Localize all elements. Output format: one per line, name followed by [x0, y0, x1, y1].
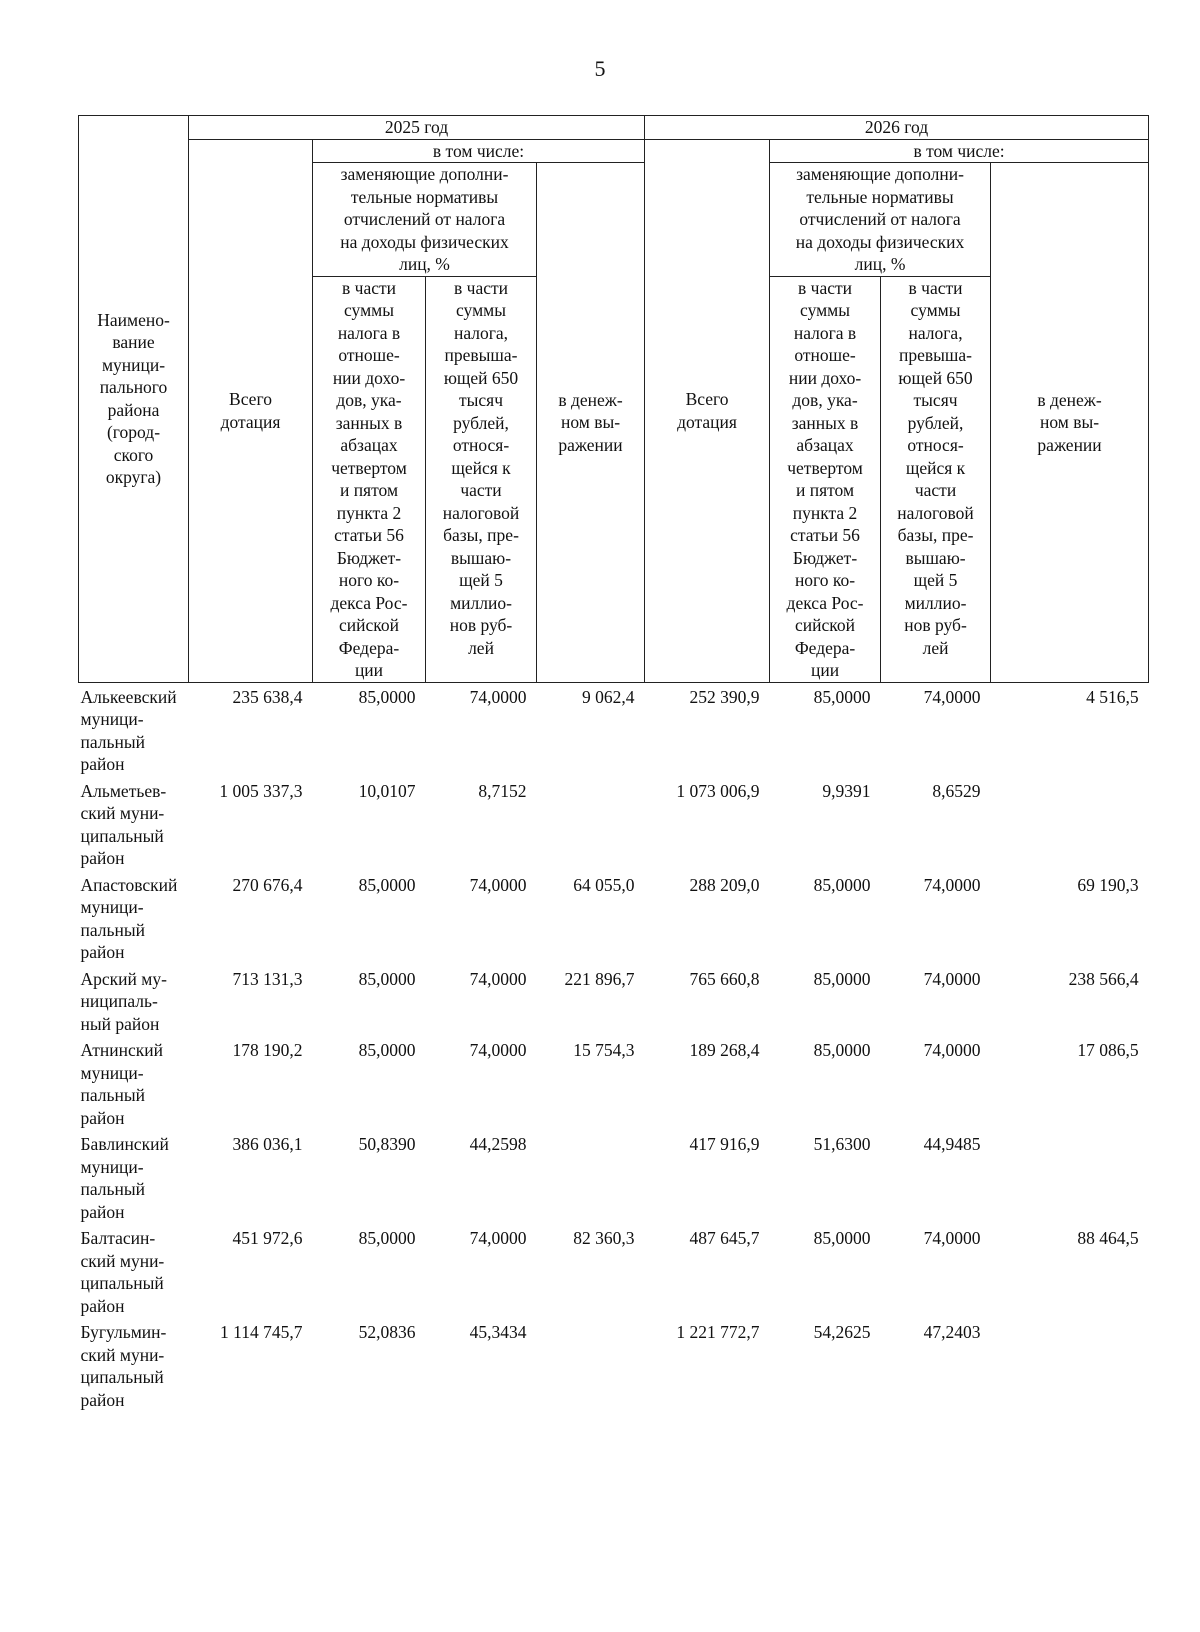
header-total-text: Всего дотация	[677, 389, 737, 432]
cell-monetary-2025: 9 062,4	[582, 686, 635, 707]
header-including-2026: в том числе:	[770, 139, 1149, 163]
municipality-name: Апастовский муници- пальный район	[80, 874, 178, 962]
header-part-b-2025	[426, 276, 537, 682]
cell-total-2026: 487 645,7	[689, 1228, 760, 1248]
cell-total-2025: 235 638,4	[232, 686, 303, 707]
cell-part-a-2026: 85,0000	[813, 874, 871, 895]
cell-part-b-2026: 8,6529	[932, 780, 981, 801]
page-number: 5	[594, 56, 606, 81]
table-row	[79, 682, 1149, 776]
cell-total-2026: 189 268,4	[689, 1040, 760, 1060]
header-replacing-2025	[313, 163, 537, 277]
header-replacing-text: заменяющие дополни- тельные нормативы отчислений от налога на доходы физических лиц, %	[340, 164, 509, 274]
cell-monetary-2026: 17 086,5	[1077, 1040, 1139, 1060]
cell-part-a-2025: 52,0836	[358, 1322, 416, 1342]
municipality-name: Арский му- ниципаль- ный район	[80, 968, 167, 1034]
table-row	[79, 1129, 1149, 1223]
header-total-2025	[189, 139, 313, 682]
header-part-b-2026	[881, 276, 991, 682]
table-row	[79, 1035, 1149, 1129]
cell-total-2026: 765 660,8	[689, 968, 760, 989]
cell-monetary-2025	[537, 1129, 645, 1223]
cell-part-a-2025: 85,0000	[358, 1040, 416, 1060]
cell-total-2026: 252 390,9	[689, 686, 760, 707]
cell-monetary-2025: 64 055,0	[573, 874, 635, 895]
cell-monetary-2026	[991, 776, 1149, 870]
municipality-name: Балтасин- ский муни- ципальный район	[80, 1228, 165, 1316]
cell-monetary-2025	[537, 776, 645, 870]
cell-total-2026: 288 209,0	[689, 874, 760, 895]
cell-part-b-2026: 74,0000	[923, 874, 981, 895]
cell-total-2025: 1 005 337,3	[219, 780, 303, 801]
municipality-name: Бавлинский муници- пальный район	[80, 1134, 169, 1222]
cell-part-b-2025: 45,3434	[469, 1322, 527, 1342]
cell-part-b-2025: 74,0000	[469, 874, 527, 895]
cell-monetary-2026: 88 464,5	[1077, 1228, 1139, 1248]
table-row	[79, 1223, 1149, 1317]
table-row	[79, 1317, 1149, 1411]
cell-total-2025: 713 131,3	[232, 968, 303, 989]
cell-total-2025: 178 190,2	[232, 1040, 303, 1060]
cell-total-2025: 451 972,6	[232, 1228, 303, 1248]
cell-part-b-2026: 74,0000	[923, 1228, 981, 1248]
cell-part-a-2025: 85,0000	[358, 968, 416, 989]
municipality-name: Алькеевский муници- пальный район	[80, 686, 177, 774]
header-name-text: Наимено- вание муници- пального района (город- ского округа)	[97, 309, 170, 488]
header-monetary-2025	[537, 163, 645, 683]
cell-part-a-2025: 85,0000	[358, 686, 416, 707]
header-part-b-text: в части суммы налога, превыша- ющей 650 тысяч рублей, относя- щейся к части налоговой базы, пре- вышаю- щей 5 миллио- нов руб- лей	[442, 277, 520, 658]
subsidy-table	[78, 115, 1149, 1411]
cell-part-b-2025: 74,0000	[469, 968, 527, 989]
cell-part-a-2026: 85,0000	[813, 1040, 871, 1060]
header-replacing-2026	[770, 163, 991, 277]
cell-monetary-2025: 15 754,3	[573, 1040, 635, 1060]
cell-part-b-2026: 74,0000	[923, 968, 981, 989]
municipality-name: Альметьев- ский муни- ципальный район	[80, 780, 167, 868]
header-replacing-text: заменяющие дополни- тельные нормативы отчислений от налога на доходы физических лиц, %	[795, 164, 965, 274]
cell-monetary-2026: 69 190,3	[1077, 874, 1139, 895]
cell-total-2025: 386 036,1	[232, 1134, 303, 1154]
municipality-name: Бугульмин- ский муни- ципальный район	[80, 1322, 167, 1410]
cell-total-2026: 1 221 772,7	[676, 1322, 760, 1342]
cell-monetary-2026: 238 566,4	[1068, 968, 1139, 989]
header-part-a-text: в части суммы налога в отноше- нии дохо- дов, ука- занных в абзацах четвертом и пятом пункта 2 статьи 56 Бюджет- ного ко- декса Рос- сийской Федера- ции	[330, 277, 408, 680]
cell-total-2026: 1 073 006,9	[676, 780, 760, 801]
cell-monetary-2026	[991, 1129, 1149, 1223]
header-monetary-text: в денеж- ном вы- ражении	[1037, 389, 1102, 455]
cell-monetary-2026	[991, 1317, 1149, 1411]
cell-total-2025: 1 114 745,7	[220, 1322, 303, 1342]
table-row	[79, 776, 1149, 870]
cell-monetary-2025	[537, 1317, 645, 1411]
cell-total-2025: 270 676,4	[232, 874, 303, 895]
cell-part-a-2025: 85,0000	[358, 874, 416, 895]
cell-monetary-2026: 4 516,5	[1086, 686, 1139, 707]
cell-part-a-2026: 85,0000	[813, 968, 871, 989]
header-monetary-text: в денеж- ном вы- ражении	[558, 389, 623, 455]
header-year-2025: 2025 год	[189, 116, 645, 140]
header-part-a-2026	[770, 276, 881, 682]
cell-part-a-2025: 50,8390	[358, 1134, 416, 1154]
header-part-b-text: в части суммы налога, превыша- ющей 650 тысяч рублей, относя- щейся к части налоговой базы, пре- вышаю- щей 5 миллио- нов руб- лей	[897, 277, 974, 658]
cell-part-b-2025: 74,0000	[469, 1040, 527, 1060]
cell-part-a-2026: 51,6300	[813, 1134, 871, 1154]
table-row	[79, 870, 1149, 964]
cell-part-a-2025: 85,0000	[358, 1228, 416, 1248]
cell-part-b-2026: 44,9485	[923, 1134, 981, 1154]
cell-part-b-2025: 44,2598	[469, 1134, 527, 1154]
cell-part-b-2026: 74,0000	[923, 1040, 981, 1060]
cell-part-a-2026: 85,0000	[813, 686, 871, 707]
cell-part-a-2026: 9,9391	[822, 780, 871, 801]
header-part-a-text: в части суммы налога в отноше- нии дохо- дов, ука- занных в абзацах четвертом и пятом пункта 2 статьи 56 Бюджет- ного ко- декса Рос- сийской Федера- ции	[786, 277, 864, 680]
cell-part-b-2025: 74,0000	[469, 686, 527, 707]
cell-total-2026: 417 916,9	[689, 1134, 760, 1154]
header-part-a-2025	[313, 276, 426, 682]
cell-part-a-2026: 85,0000	[813, 1228, 871, 1248]
cell-part-b-2025: 8,7152	[478, 780, 527, 801]
municipality-name: Атнинский муници- пальный район	[80, 1040, 164, 1128]
header-year-2026: 2026 год	[645, 116, 1149, 140]
cell-part-b-2026: 47,2403	[923, 1322, 981, 1342]
header-monetary-2026	[991, 163, 1149, 683]
cell-part-b-2025: 74,0000	[469, 1228, 527, 1248]
cell-monetary-2025: 221 896,7	[564, 968, 635, 989]
table-row	[79, 964, 1149, 1036]
header-including-2025: в том числе:	[313, 139, 645, 163]
cell-part-a-2025: 10,0107	[358, 780, 416, 801]
cell-part-a-2026: 54,2625	[813, 1322, 871, 1342]
cell-part-b-2026: 74,0000	[923, 686, 981, 707]
header-total-text: Всего дотация	[220, 389, 281, 432]
table-body	[79, 682, 1149, 1411]
cell-monetary-2025: 82 360,3	[573, 1228, 635, 1248]
header-municipality-name	[79, 116, 189, 683]
header-total-2026	[645, 139, 770, 682]
